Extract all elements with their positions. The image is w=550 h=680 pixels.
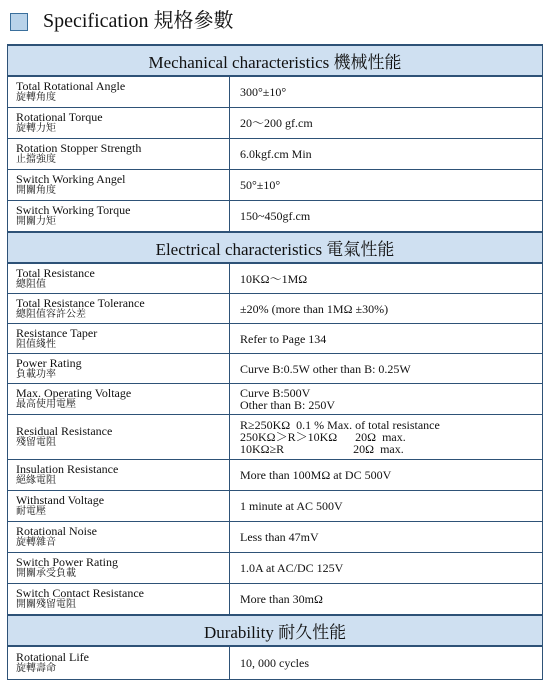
table-row [8,491,543,522]
row-value: Less than 47mV [230,522,543,553]
label-en: Switch Working Angel [16,172,126,186]
value-line: Other than B: 250V [240,398,335,412]
label-en: Total Resistance Tolerance [16,295,145,310]
table-row [8,522,543,553]
row-value: 20～200 gf.cm [230,108,543,139]
value-line: R≥250KΩ 0.1 % Max. of total resistance [240,418,440,432]
table-row [8,263,543,294]
row-value: Curve B:0.5W other than B: 0.25W [230,354,543,384]
table-row [8,584,543,616]
section-header-durability [8,615,543,646]
label-zh: 止擋強度 [16,154,56,165]
table-row [8,415,543,460]
header-square-icon [10,13,28,31]
label-en: Rotation Stopper Strength [16,141,142,155]
row-value: 10, 000 cycles [230,646,543,680]
table-row [8,294,543,324]
label-en: Residual Resistance [16,424,113,438]
row-label [8,294,230,324]
label-zh: 旋轉雜音 [16,537,56,548]
value-line: Curve B:500V [240,386,311,400]
row-label [8,384,230,415]
row-value: 150~450gf.cm [230,201,543,233]
page-title: Specification 規格參數 [43,10,234,32]
row-label [8,108,230,139]
row-value: 1.0A at AC/DC 125V [230,553,543,584]
row-label [8,415,230,460]
table-row [8,324,543,354]
label-en: Rotational Life [16,650,89,664]
row-label [8,354,230,384]
label-en: Switch Power Rating [16,555,118,569]
label-zh: 總阻值 [16,278,46,290]
label-en: Switch Contact Resistance [16,586,144,600]
label-zh: 開關承受負載 [16,568,76,579]
label-zh: 絕緣電阻 [16,475,56,486]
row-label [8,76,230,108]
table-row [8,354,543,384]
specification-table [7,44,543,680]
row-label [8,324,230,354]
row-value: More than 30mΩ [230,584,543,616]
label-en: Rotational Noise [16,524,97,538]
row-value: ±20% (more than 1MΩ ±30%) [230,294,543,324]
row-label [8,646,230,680]
label-en: Resistance Taper [16,325,98,340]
table-row [8,139,543,170]
row-label [8,139,230,170]
label-en: Max. Operating Voltage [16,386,132,400]
label-zh: 總阻值容許公差 [16,308,86,320]
row-label [8,201,230,233]
spec-header [0,0,550,44]
value-line: 250KΩ＞R＞10KΩ 20Ω max. [240,430,406,444]
label-en: Withstand Voltage [16,493,105,507]
table-row [8,553,543,584]
label-zh: 旋轉角度 [16,92,56,103]
row-value: 6.0kgf.cm Min [230,139,543,170]
table-row [8,384,543,415]
label-en: Total Rotational Angle [16,79,126,93]
label-zh: 負載功率 [16,368,56,380]
section-title: Mechanical characteristics 機械性能 [8,45,543,76]
row-label [8,263,230,294]
label-zh: 開關角度 [16,185,56,196]
label-zh: 開關力矩 [16,216,56,227]
table-row [8,108,543,139]
label-zh: 阻值綫性 [16,338,56,350]
label-en: Switch Working Torque [16,203,131,217]
table-row [8,460,543,491]
label-zh: 殘留電阻 [16,437,56,448]
label-zh: 最高使用電壓 [16,399,76,410]
row-value: 1 minute at AC 500V [230,491,543,522]
section-title: Durability 耐久性能 [8,615,543,646]
row-value: 50°±10° [230,170,543,201]
label-zh: 旋轉力矩 [16,123,56,134]
table-row [8,201,543,233]
section-header-electrical [8,232,543,263]
label-en: Power Rating [16,355,82,370]
row-label [8,491,230,522]
label-en: Rotational Torque [16,110,103,124]
row-label [8,170,230,201]
table-row [8,170,543,201]
label-zh: 開關殘留電阻 [16,599,76,610]
label-en: Insulation Resistance [16,462,119,476]
row-value [230,384,543,415]
row-label [8,522,230,553]
row-label [8,584,230,616]
row-label [8,460,230,491]
section-header-mechanical [8,45,543,76]
row-value: More than 100MΩ at DC 500V [230,460,543,491]
label-en: Total Resistance [16,265,95,280]
table-row [8,76,543,108]
table-row [8,646,543,680]
row-value: 10KΩ～1MΩ [230,263,543,294]
section-title: Electrical characteristics 電氣性能 [8,232,543,263]
value-line: 10KΩ≥R 20Ω max. [240,442,404,456]
row-label [8,553,230,584]
label-zh: 耐電壓 [16,506,46,517]
row-value: Refer to Page 134 [230,324,543,354]
row-value [230,415,543,460]
label-zh: 旋轉壽命 [16,663,56,674]
row-value: 300°±10° [230,76,543,108]
